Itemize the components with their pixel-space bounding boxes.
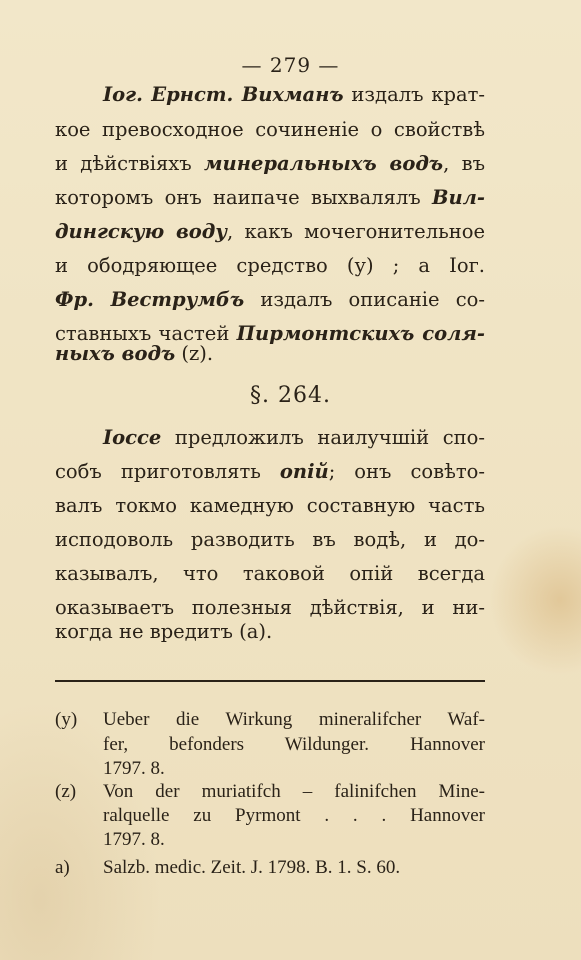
text-line: ныхъ водъ (z). — [55, 342, 214, 365]
text-line: исподоволь разводить въ водѣ, и до- — [55, 528, 485, 551]
footnote-mark: a) — [55, 857, 70, 878]
text-line: Фр. Веструмбъ издалъ описаніе со- — [55, 288, 485, 311]
footnote-mark: (y) — [55, 709, 78, 730]
footnote-line: Salzb. medic. Zeit. J. 1798. B. 1. S. 60. — [103, 857, 401, 878]
text-line: валъ токмо камедную составную часть — [55, 494, 485, 517]
text-line: и дѣйствіяхъ минеральныхъ водъ, въ — [55, 152, 485, 175]
text-line: Іог. Ернст. Вихманъ издалъ крат- — [103, 83, 485, 106]
text-line: и ободряющее средство (у) ; а Іог. — [55, 254, 485, 277]
text-line: собъ приготовлять опій; онъ совѣто- — [55, 460, 485, 483]
text-line: дингскую воду, какъ мочегонительное — [55, 220, 486, 243]
footnote-line: Ueber die Wirkung mineralifcher Waf- — [103, 709, 485, 730]
footnote-line: ralquelle zu Pyrmont . . . Hannover — [103, 805, 485, 826]
footnote-line: 1797. 8. — [103, 758, 165, 779]
footnote-divider — [55, 680, 485, 682]
text-line: которомъ онъ наипаче выхвалялъ Вил- — [55, 186, 485, 209]
footnote-line: 1797. 8. — [103, 829, 165, 850]
footnote-mark: (z) — [55, 781, 77, 802]
text-line: оказываетъ полезныя дѣйствія, и ни- — [55, 596, 485, 619]
text-line: Іоссе предложилъ наилучшій спо- — [103, 426, 485, 449]
text-line: когда не вредитъ (а). — [55, 620, 273, 643]
text-line: ставныхъ частей Пирмонтскихъ соля- — [55, 322, 485, 345]
footnote-line: Von der muriatifch – falinifchen Mine- — [103, 781, 485, 802]
footnote-line: fer, befonders Wildunger. Hannover — [103, 734, 485, 755]
text-line: кое превосходное сочиненіе о свойствѣ — [55, 118, 485, 141]
section-heading: §. 264. — [250, 383, 331, 408]
text-line: казывалъ, что таковой опій всегда — [55, 562, 485, 585]
page-number: — 279 — — [241, 53, 340, 77]
